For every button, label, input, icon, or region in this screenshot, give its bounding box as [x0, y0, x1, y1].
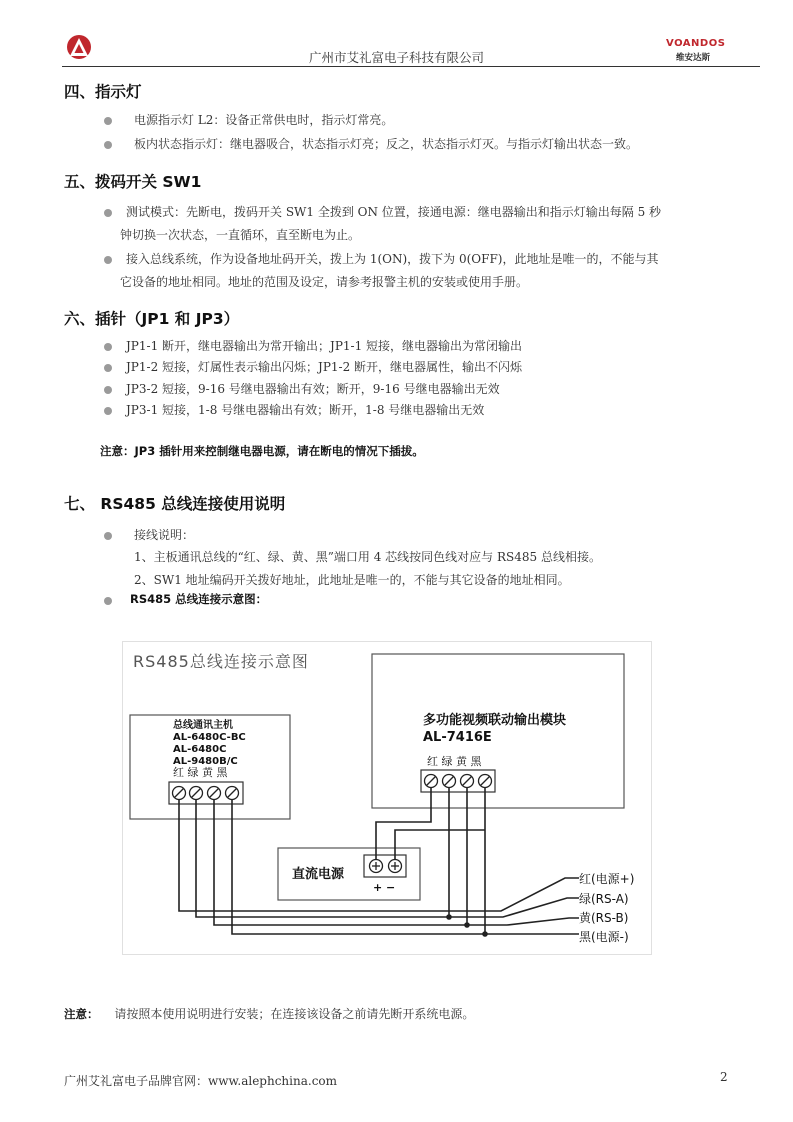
header-divider — [62, 66, 760, 67]
module-model: AL-7416E — [423, 730, 492, 745]
power-label: 直流电源 — [292, 867, 345, 882]
bullet-icon — [104, 597, 112, 605]
header-company: 广州市艾礼富电子科技有限公司 — [308, 50, 484, 65]
footer-text: 广州艾礼富电子品牌官网：www.alephchina.com — [64, 1074, 338, 1088]
host-model-2: AL-6480C — [173, 744, 227, 755]
final-note — [64, 1005, 474, 1022]
section-6-title: 六、插针（JP1 和 JP3） — [64, 310, 240, 328]
wiring-label: 接线说明： — [134, 528, 195, 542]
bullet-icon — [104, 386, 112, 394]
wire-label-green: 绿(RS-A) — [579, 892, 629, 906]
wiring-line-2: 2、SW1 地址编码开关拨好地址，此地址是唯一的，不能与其它设备的地址相同。 — [134, 573, 570, 587]
s6-item-3: JP3-2 短接，9-16 号继电器输出有效；断开，9-16 号继电器输出无效 — [126, 382, 500, 396]
wire-label-red: 红(电源+) — [579, 872, 635, 886]
bullet-icon — [104, 343, 112, 351]
s5-item-1-line-2: 钟切换一次状态，一直循环，直至断电为止。 — [120, 228, 361, 242]
s5-item-1-line-1: 测试模式：先断电，拨码开关 SW1 全拨到 ON 位置，接通电源：继电器输出和指示灯输出每隔 5 秒 — [126, 205, 662, 219]
diagram-title: RS485总线连接示意图 — [133, 652, 309, 671]
host-model-3: AL-9480B/C — [173, 756, 238, 767]
power-terminal-labels: + − — [373, 881, 396, 894]
bullet-icon — [104, 532, 112, 540]
s5-item-2-line-2: 它设备的地址相同。地址的范围及设定，请参考报警主机的安装或使用手册。 — [120, 275, 529, 289]
module-title: 多功能视频联动输出模块 — [423, 713, 567, 728]
final-note-text: 请按照本使用说明进行安装；在连接该设备之前请先断开系统电源。 — [114, 1007, 475, 1021]
s6-item-2: JP1-2 短接，灯属性表示输出闪烁；JP1-2 断开，继电器属性，输出不闪烁 — [126, 360, 523, 374]
s6-note: 注意：JP3 插针用来控制继电器电源，请在断电的情况下插拔。 — [100, 444, 424, 458]
module-terminal-colors: 红 绿 黄 黑 — [427, 755, 482, 768]
rs485-diagram — [122, 641, 652, 955]
s5-item-2-line-1: 接入总线系统，作为设备地址码开关，拨上为 1(ON)，拨下为 0(OFF)，此地址是唯一的，不能与其 — [126, 252, 659, 266]
host-title: 总线通讯主机 — [173, 720, 233, 731]
final-note-label: 注意： — [64, 1007, 99, 1021]
module-box — [372, 654, 624, 808]
brand-sub: 维安达斯 — [676, 53, 711, 63]
s4-item-1: 电源指示灯 L2：设备正常供电时，指示灯常亮。 — [134, 113, 394, 127]
wire-label-yellow: 黄(RS-B) — [579, 911, 629, 925]
bullet-icon — [104, 407, 112, 415]
bullet-icon — [104, 364, 112, 372]
bullet-icon — [104, 117, 112, 125]
bullet-icon — [104, 256, 112, 264]
host-terminal-colors: 红 绿 黄 黑 — [173, 766, 228, 779]
bullet-icon — [104, 209, 112, 217]
s4-item-2: 板内状态指示灯：继电器吸合，状态指示灯亮；反之，状态指示灯灭。与指示灯输出状态一致。 — [134, 137, 639, 151]
host-model-1: AL-6480C-BC — [173, 732, 246, 743]
brand-logo: VOANDOS — [666, 38, 726, 49]
wire-label-black: 黑(电源-) — [579, 930, 629, 944]
diagram-caption: RS485 总线连接示意图： — [130, 592, 268, 606]
bullet-icon — [104, 141, 112, 149]
page-number: 2 — [720, 1070, 728, 1084]
wiring-line-1: 1、主板通讯总线的“红、绿、黄、黑”端口用 4 芯线按同色线对应与 RS485 总线相接。 — [134, 550, 601, 564]
section-5-title: 五、拨码开关 SW1 — [64, 173, 202, 191]
section-7-title: 七、 RS485 总线连接使用说明 — [64, 495, 286, 513]
s6-item-1: JP1-1 断开，继电器输出为常开输出；JP1-1 短接，继电器输出为常闭输出 — [126, 339, 523, 353]
section-4-title: 四、指示灯 — [64, 83, 142, 101]
s6-item-4: JP3-1 短接，1-8 号继电器输出有效；断开，1-8 号继电器输出无效 — [126, 403, 485, 417]
